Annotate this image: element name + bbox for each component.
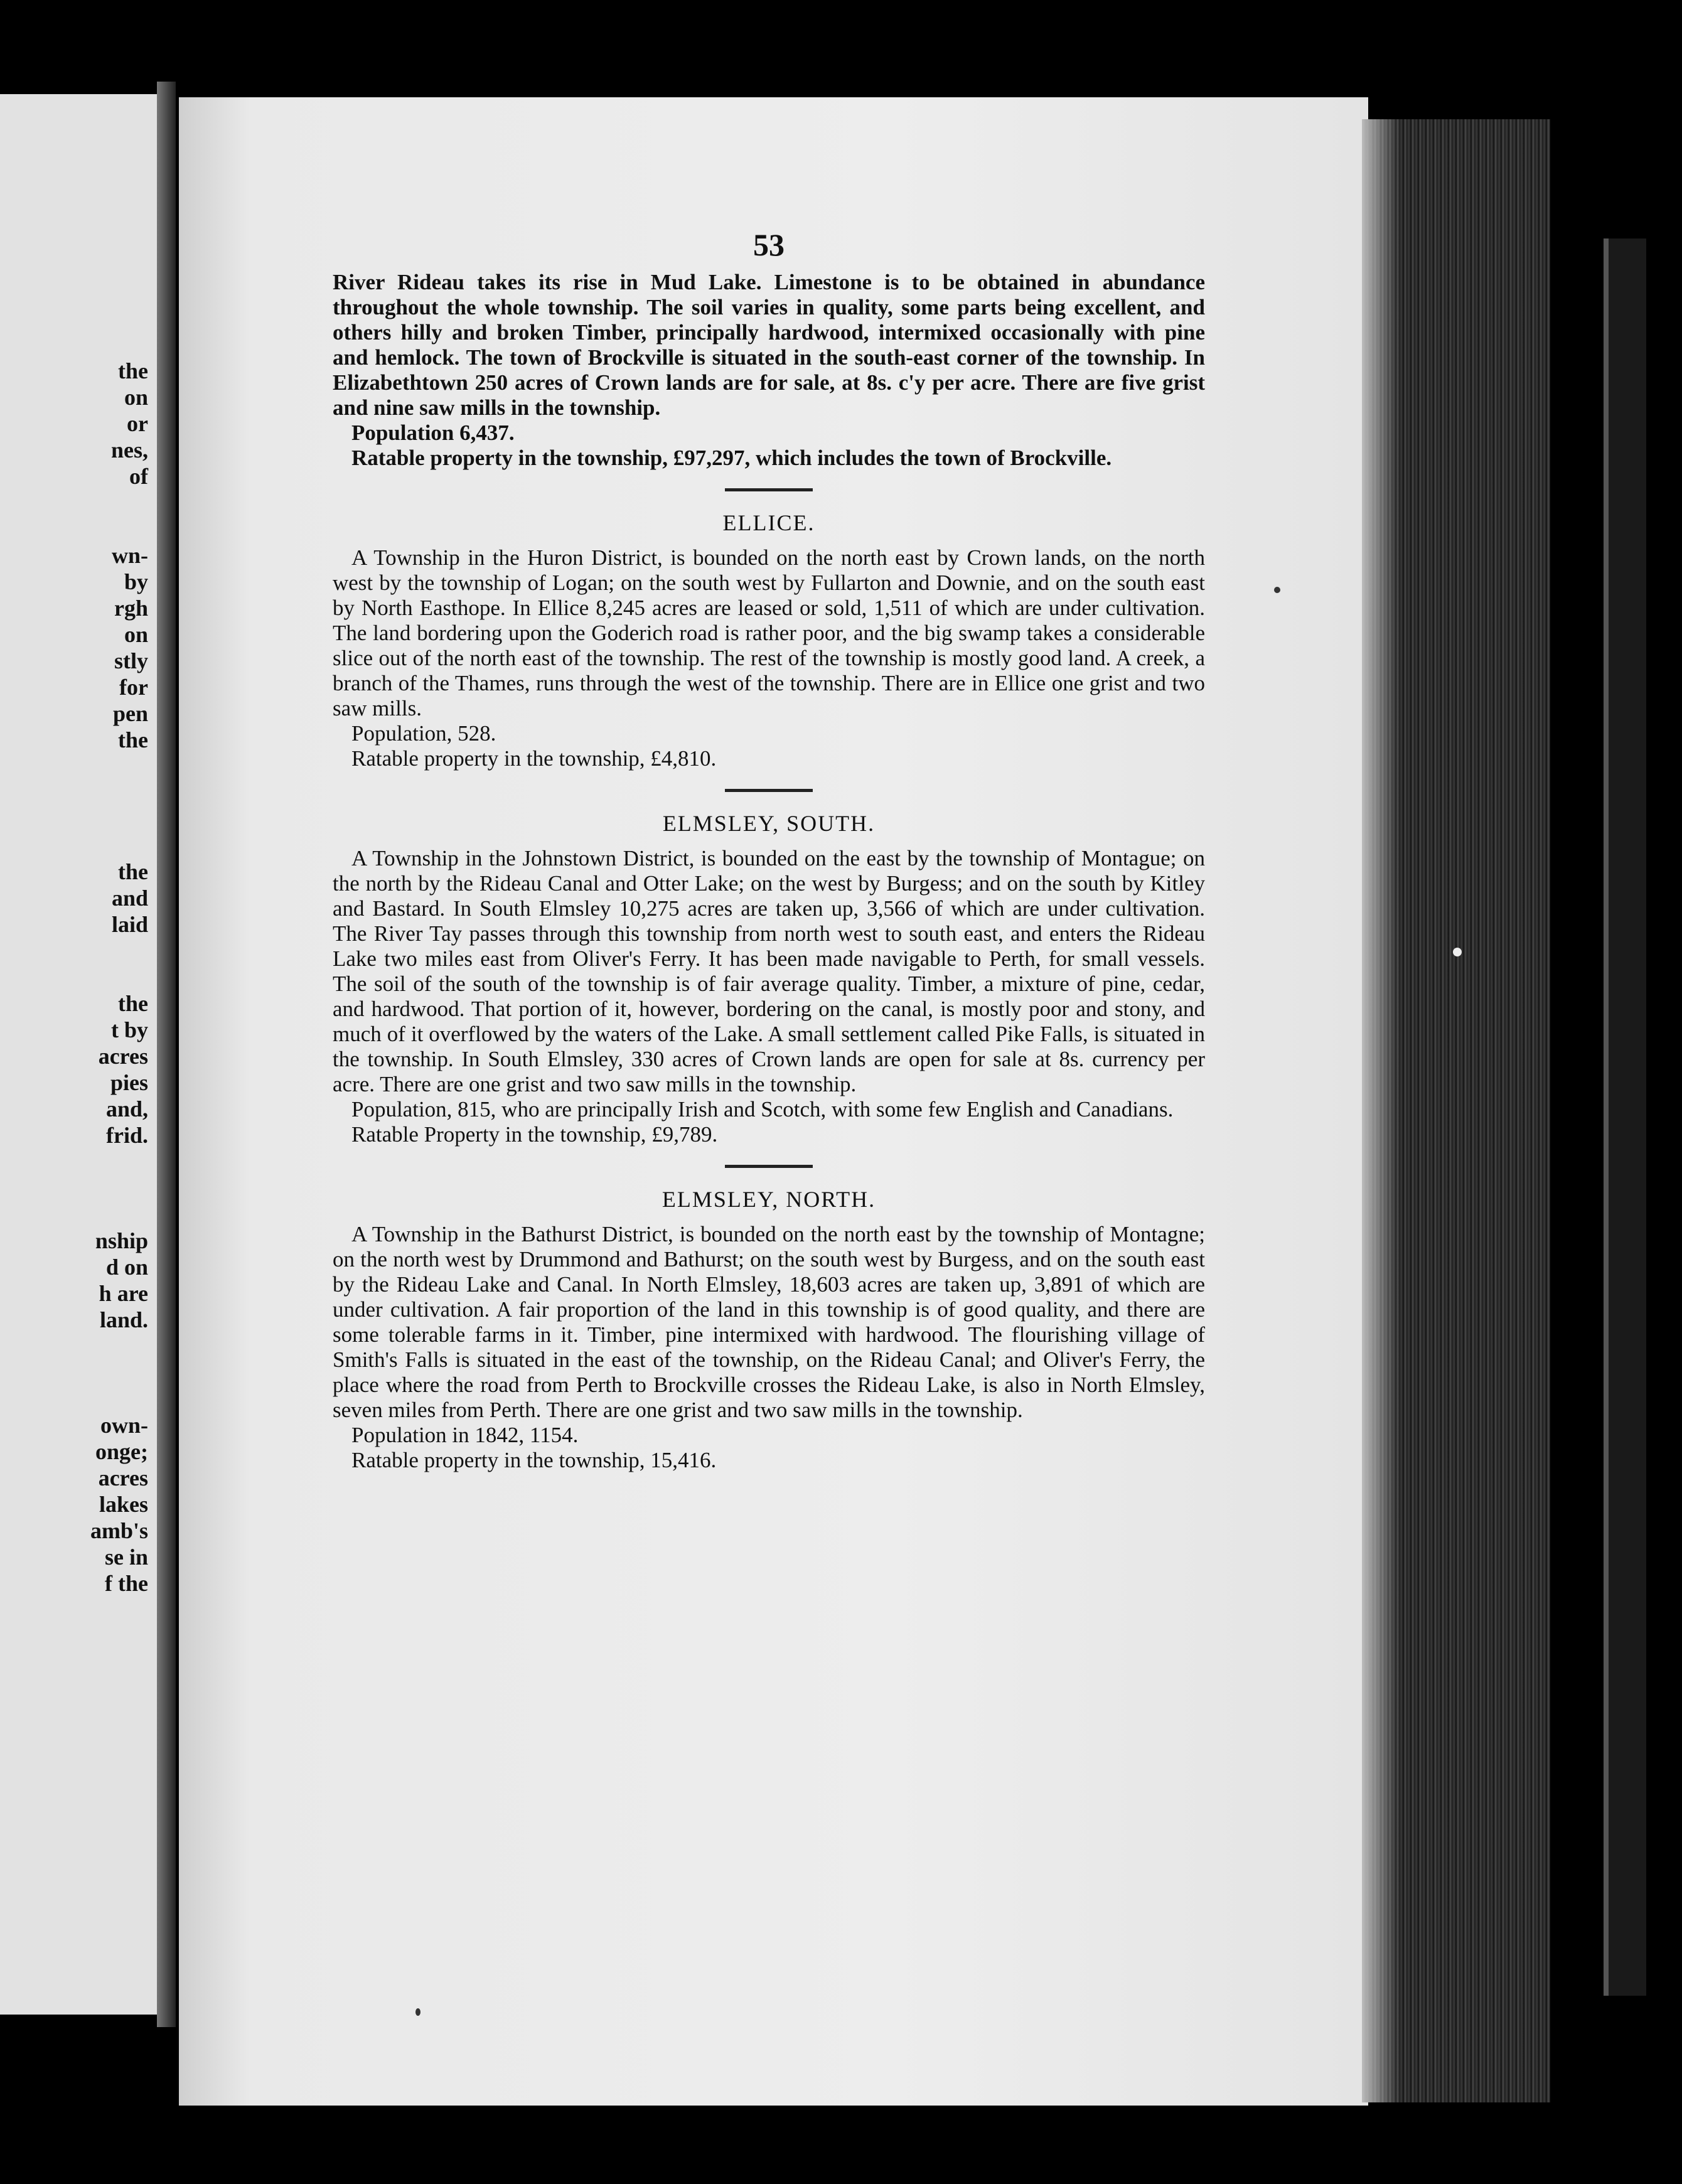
left-page-fragment: the [118,727,148,752]
left-page-edge [157,82,176,2027]
intro-population: Population 6,437. [351,420,515,445]
left-page-fragment [0,516,148,542]
left-page-fragment [0,779,148,806]
left-page-fragment [0,1175,148,1201]
left-page-fragment: land. [99,1307,148,1332]
section-paragraph: A Township in the Johnstown District, is bounded on the east by the township of Montague; on the north by the Rideau Canal and Otter Lake; on the west by Burgess; and on the south by Kitley and Bastard. In South Elmsley 10,275 acres are taken up, 3,566 of which are under cultivation. The River Tay passes through this township from north west to south east, and enters the Rideau Lake two miles east from Oliver's Ferry. It has been made navigable to Perth, for small vessels. The soil of the south of the township is of fair average quality. Timber, a mixture of pine, cedar, and hardwood. That portion of it, however, bordering on the canal, is mostly poor and stony, and much of it overflowed by the waters of the Lake. A small settlement called Pike Falls, is situated in the township. In South Elmsley, 330 acres of Crown lands are open for sale at 8s. currency per acre. There are one grist and two saw mills in the township. [333,846,1205,1096]
left-page-fragment [0,832,148,859]
section-elmsley-south [333,811,1205,1147]
left-page-fragment: pen [112,701,148,726]
left-page-fragment: of [129,464,148,489]
left-page-fragment [0,1148,148,1175]
left-page-fragment: f the [105,1571,148,1596]
book-spine-tab [1604,238,1646,1996]
intro-paragraph: River Rideau takes its rise in Mud Lake. Limestone is to be obtained in abundance throughout the whole township. The soil varies in quality, some parts being excellent, and others hilly and broken Timber, principally hardwood, intermixed occasionally with pine and hemlock. The town of Brockville is situated in the south-east corner of the township. In Elizabethtown 250 acres of Crown lands are for sale, at 8s. c'y per acre. There are five grist and nine saw mills in the township. [333,270,1205,420]
left-page-fragment: the [118,991,148,1016]
left-page-fragment [0,1386,148,1412]
left-page-fragment: d on [105,1255,148,1280]
left-page-fragment [0,964,148,990]
left-page-fragment: acres [98,1465,148,1491]
page-stack-shade [1362,119,1400,2102]
page-content [333,227,1205,1473]
left-page-fragment: own- [100,1413,148,1438]
section-divider [725,1165,813,1168]
section-paragraph: A Township in the Huron District, is bounded on the north east by Crown lands, on the north west by the township of Logan; on the south west by Fullarton and Downie, and on the south east by North Easthope. In Ellice 8,245 acres are leased or sold, 1,511 of which are under cultivation. The land bordering upon the Goderich road is rather poor, and the big swamp takes a considerable slice out of the north east of the township. The rest of the township is mostly good land. A creek, a branch of the Thames, runs through the west of the township. There are in Ellice one grist and two saw mills. [333,545,1205,720]
left-page-fragment [0,938,148,964]
left-page-fragment [0,753,148,779]
left-page-fragment: frid. [106,1123,148,1148]
left-page-fragment: lakes [99,1492,148,1517]
left-page-fragment: the [118,859,148,884]
left-page-fragment: laid [111,912,148,937]
left-page-fragment: stly [114,648,148,673]
left-page-fragment: h are [99,1281,148,1306]
left-page-fragment: se in [104,1544,148,1570]
left-page-fragment: amb's [90,1518,148,1543]
ink-speck [1453,948,1462,956]
section-ratable: Ratable property in the township, 15,416. [351,1448,717,1472]
left-page-fragment: nes, [110,437,148,463]
section-heading: ELMSLEY, NORTH. [662,1187,876,1212]
section-ratable: Ratable Property in the township, £9,789. [351,1122,718,1147]
left-page-fragment [0,1359,148,1386]
intro-ratable: Ratable property in the township, £97,297, which includes the town of Brockville. [351,446,1112,470]
section-heading: ELMSLEY, SOUTH. [662,811,876,836]
left-page-fragment: nship [95,1228,148,1253]
left-page-fragment: t by [110,1017,148,1042]
section-divider [725,488,813,491]
section-paragraph: A Township in the Bathurst District, is bounded on the north east by the township of Montagne; on the north west by Drummond and Bathurst; on the south west by Burgess, and on the south east by the Rideau Lake and Canal. In North Elmsley, 18,603 acres are taken up, 3,891 of which are under cultivation. A fair proportion of the land in this township is of good quality, and there are some tolerable farms in it. Timber, pine intermixed with hardwood. The flourishing village of Smith's Falls is situated in the east of the township, on the Rideau Canal; and Oliver's Ferry, the place where the road from Perth to Brockville crosses the Rideau Lake, is also in North Elmsley, seven miles from Perth. There are one grist and two saw mills in the township. [333,1222,1205,1422]
section-ellice [333,510,1205,771]
section-population: Population in 1842, 1154. [351,1423,579,1447]
section-heading: ELLICE. [722,510,815,535]
left-page-fragment: on [124,385,148,410]
page-number: 53 [753,227,785,262]
left-page [0,94,157,2015]
section-population: Population, 815, who are principally Irish and Scotch, with some few English and Canadians. [351,1097,1174,1121]
ink-speck [415,2008,420,2016]
intro-section [333,270,1205,471]
left-page-fragment: wn- [111,543,148,568]
left-page-fragment: the [118,358,148,383]
left-page-fragment [0,806,148,832]
left-page-fragment: and, [105,1096,148,1121]
left-page-fragment: rgh [114,596,148,621]
left-page-text [0,358,148,1597]
left-page-fragment: for [119,675,148,700]
left-page-fragment [0,1333,148,1359]
section-population: Population, 528. [351,721,496,746]
left-page-fragment: or [127,411,148,436]
left-page-fragment: and [111,886,148,911]
left-page-fragment: by [124,569,148,594]
left-page-fragment: acres [98,1044,148,1069]
section-divider [725,789,813,792]
section-ratable: Ratable property in the township, £4,810. [351,746,717,771]
left-page-fragment [0,1201,148,1228]
section-elmsley-north [333,1187,1205,1473]
left-page-fragment: onge; [95,1439,148,1464]
left-page-fragment: pies [110,1070,148,1095]
left-page-fragment [0,490,148,516]
ink-speck [1274,587,1280,593]
left-page-fragment: on [124,622,148,647]
